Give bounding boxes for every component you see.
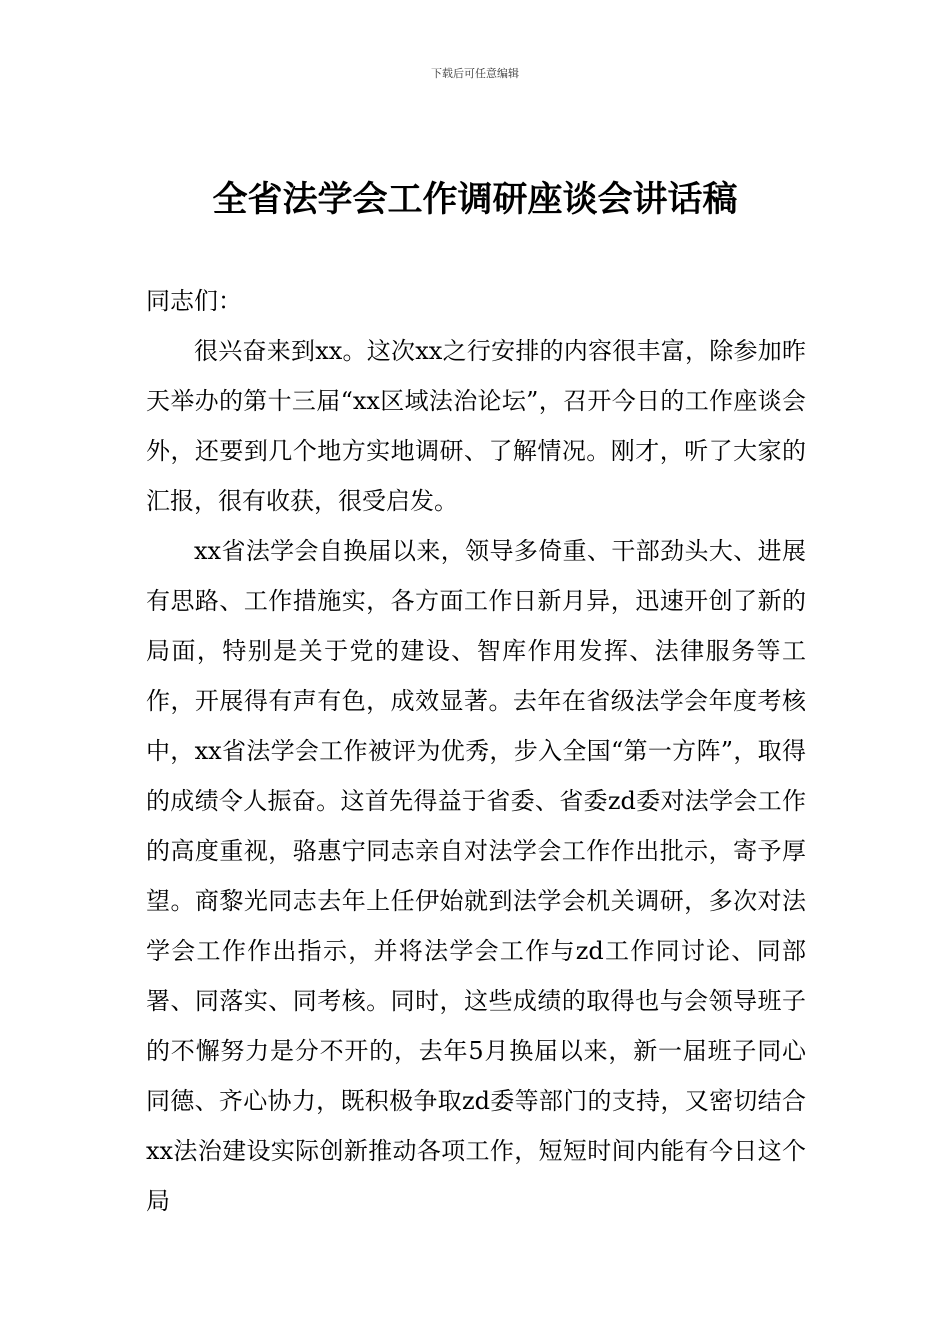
paragraph-1: 很兴奋来到xx。这次xx之行安排的内容很丰富，除参加昨天举办的第十三届“xx区域法治论坛”，召开今日的工作座谈会外，还要到几个地方实地调研、了解情况。刚才，听了大家的汇报，很有收获，很受启发。 (146, 337, 806, 515)
document-body (146, 276, 806, 1226)
document-title: 全省法学会工作调研座谈会讲话稿 (212, 179, 738, 220)
header-note: 下载后可任意编辑 (431, 67, 519, 80)
paragraph-2: xx省法学会自换届以来，领导多倚重、干部劲头大、进展有思路、工作措施实，各方面工作日新月异，迅速开创了新的局面，特别是关于党的建设、智库作用发挥、法律服务等工作，开展得有声有色，成效显著。去年在省级法学会年度考核中，xx省法学会工作被评为优秀，步入全国“第一方阵”，取得的成绩令人振奋。这首先得益于省委、省委zd委对法学会工作的高度重视，骆惠宁同志亲自对法学会工作作出批示，寄予厚望。商黎光同志去年上任伊始就到法学会机关调研，多次对法学会工作作出指示，并将法学会工作与zd工作同讨论、同部署、同落实、同考核。同时，这些成绩的取得也与会领导班子的不懈努力是分不开的，去年5月换届以来，新一届班子同心同德、齐心协力，既积极争取zd委等部门的支持，又密切结合xx法治建设实际创新推动各项工作，短短时间内能有今日这个局 (146, 537, 806, 1215)
salutation: 同志们： (146, 287, 242, 315)
